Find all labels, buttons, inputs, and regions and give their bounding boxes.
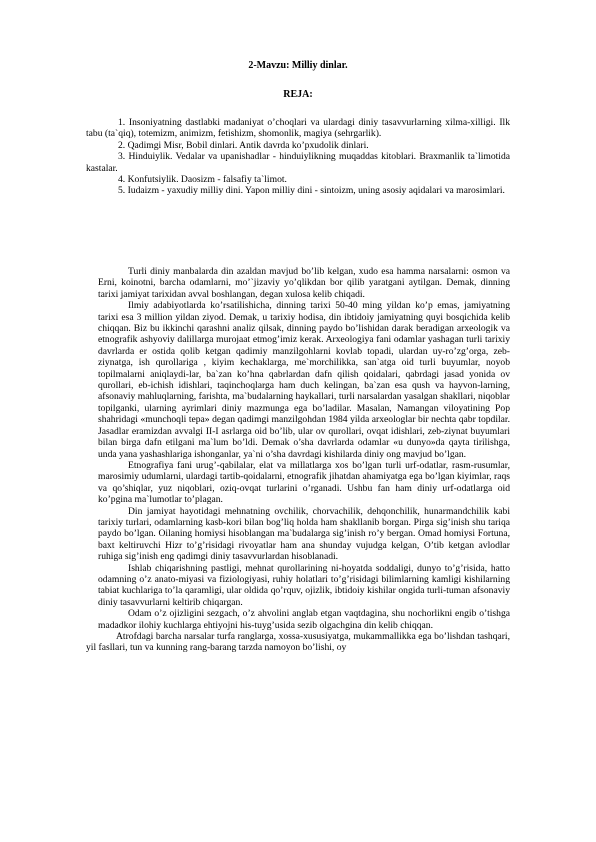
paragraph: Etnografiya fani urug’-qabilalar, elat va millatlarga xos bo’lgan turli urf-odatlar, rasm-rusumlar, marosimiy udumlarni, ulardagi tartib-qoidalarni, etnografik jihatdan ahamiyatga ega bo’lgan kiyimlar, raqs va qo’shiqlar, yuz niqoblari, oziq-ovqat turlarini o’rganadi. Ushbu fan ham diniy urf-odatlarga oid ko’pgina ma`lumotlar to’plagan. (98, 459, 510, 506)
plan-heading: REJA: (283, 89, 313, 100)
body-text (86, 266, 510, 654)
paragraph: Odam o’z ojizligini sezgach, o’z ahvolini anglab etgan vaqtdagina, shu nochorlikni engib o’tishga madadkor ilohiy kuchlarga ehtiyojni his-tuyg’usida sezib olgachgina din kelib chiqqan. (98, 608, 510, 631)
plan-item: 1. Insoniyatning dastlabki madaniyat o’choqlari va ulardagi diniy tasavvurlarning xilma-xilligi. Ilk tabu (ta`qiq), totemizm, animizm, fetishizm, shomonlik, magiya (sehrgarlik). (86, 117, 510, 140)
plan-item: 2. Qadimgi Misr, Bobil dinlari. Antik davrda ko’pxudolik dinlari. (118, 139, 369, 151)
paragraph: Turli diniy manbalarda din azaldan mavjud bo’lib kelgan, xudo esa hamma narsalarni: osmon va Erni, koinotni, barcha odamlarni, mo’`jizaviy yo’qlikdan bor qilib yaratgani aytilgan. Demak, dinning tarixi jamiyat tarixidan avval boshlangan, degan xulosa kelib chiqadi. (98, 266, 510, 300)
paragraph: Ilmiy adabiyotlarda ko’rsatilishicha, dinning tarixi 50-40 ming yildan ko’p emas, jamiyatning tarixi esa 3 million yildan ziyod. Demak, u tarixiy hodisa, din ibtidoiy jamiyatning quyi bosqichida kelib chiqqan. Biz bu ikkinchi qarashni analiz qilsak, dinning paydo bo’lishidan darak beradigan arxeologik va etnografik ashyoviy dalillarga murojaat etmog’imiz kerak. Arxeologiya fani odamlar yashagan turli tarixiy davrlarda er ostida qolib ketgan qadimiy manzilgohlarni kovlab topadi, ulardan uy-ro’zg’orga, zeb-ziynatga, ish qurollariga , kiyim kechaklarga, me`morchilikka, san`atga oid turli buyumlar, noyob topilmalarni aniqlaydi-lar, ba`zan ko’hna qabrlardan dafn qilish qoidalari, qabrdagi jasad yonida ov qurollari, eb-ichish idishlari, taqinchoqlarga ham duch kelingan, ba`zan esa qush va hayvon-larning, afsonaviy mahluqlarning, farishta, ma`budalarning haykallari, turli narsalardan yasalgan shakllari, niqoblar topilganki, ularning ayrimlari diniy mazmunga ega bo’ladilar. Masalan, Namangan viloyatining Pop shahridagi «munchoqli tepa» degan qadimgi manzilgohdan 1984 yilda arxeologlar bir nechta qabr topdilar. Jasadlar eramizdan avvalgi II-I asrlarga oid bo’lib, ular ov qurollari, ovqat idishlari, zeb-ziynat buyumlari bilan birga dafn etilgani ma`lum bo’ldi. Demak o’sha davrlarda odamlar «u dunyo»da qayta tirilishga, unda yana yashashlariga ishonganlar, ya`ni o’sha davrdagi kishilarda diniy ong mavjud bo’lgan. (98, 300, 510, 460)
paragraph: Atrofdagi barcha narsalar turfa ranglarga, xossa-xususiyatga, mukammallikka ega bo’lishdan tashqari, yil fasllari, tun va kunning rang-barang tarzda namoyon bo’lishi, oy (86, 631, 510, 654)
plan-item: 4. Konfutsiylik. Daosizm - falsafiy ta`limot. (118, 174, 287, 186)
plan-item: 5. Iudaizm - yaxudiy milliy dini. Yapon milliy dini - sintoizm, uning asosiy aqidalari va marosimlari. (118, 185, 505, 197)
document-title: 2-Mavzu: Milliy dinlar. (248, 60, 348, 71)
paragraph: Ishlab chiqarishning pastligi, mehnat qurollarining ni-hoyatda soddaligi, dunyo to’g’risida, hatto odamning o’z anato-miyasi va fiziologiyasi, ruhiy holatlari to’g’risidagi bilimlarning kamligi kishilarning tabiat kuchlariga to’la qaramligi, ular oldida qo’rquv, ojizlik, ibtidoiy kishilar ongida turli-tuman afsonaviy diniy tasavvurlarni keltirib chiqargan. (98, 562, 510, 608)
plan-item: 3. Hinduiylik. Vedalar va upanishadlar - hinduiylikning muqaddas kitoblari. Braxmanlik ta`limotida kastalar. (86, 151, 510, 174)
plan-list (86, 117, 510, 197)
paragraph: Din jamiyat hayotidagi mehnatning ovchilik, chorvachilik, dehqonchilik, hunarmandchilik kabi tarixiy turlari, odamlarning kasb-kori bilan bog’liq holda ham shakllanib borgan. Pirga sig’inish shu tariqa paydo bo’lgan. Oilaning homiysi hisoblangan ma`budalarga sig’inish ro’y bergan. Omad homiysi Fortuna, baxt keltiruvchi Hizr to’g’risidagi rivoyatlar ham ana shunday vujudga kelgan, O’tib ketgan avlodlar ruhiga sig’inish eng qadimgi diniy tasavvurlardan hisoblanadi. (98, 505, 510, 563)
